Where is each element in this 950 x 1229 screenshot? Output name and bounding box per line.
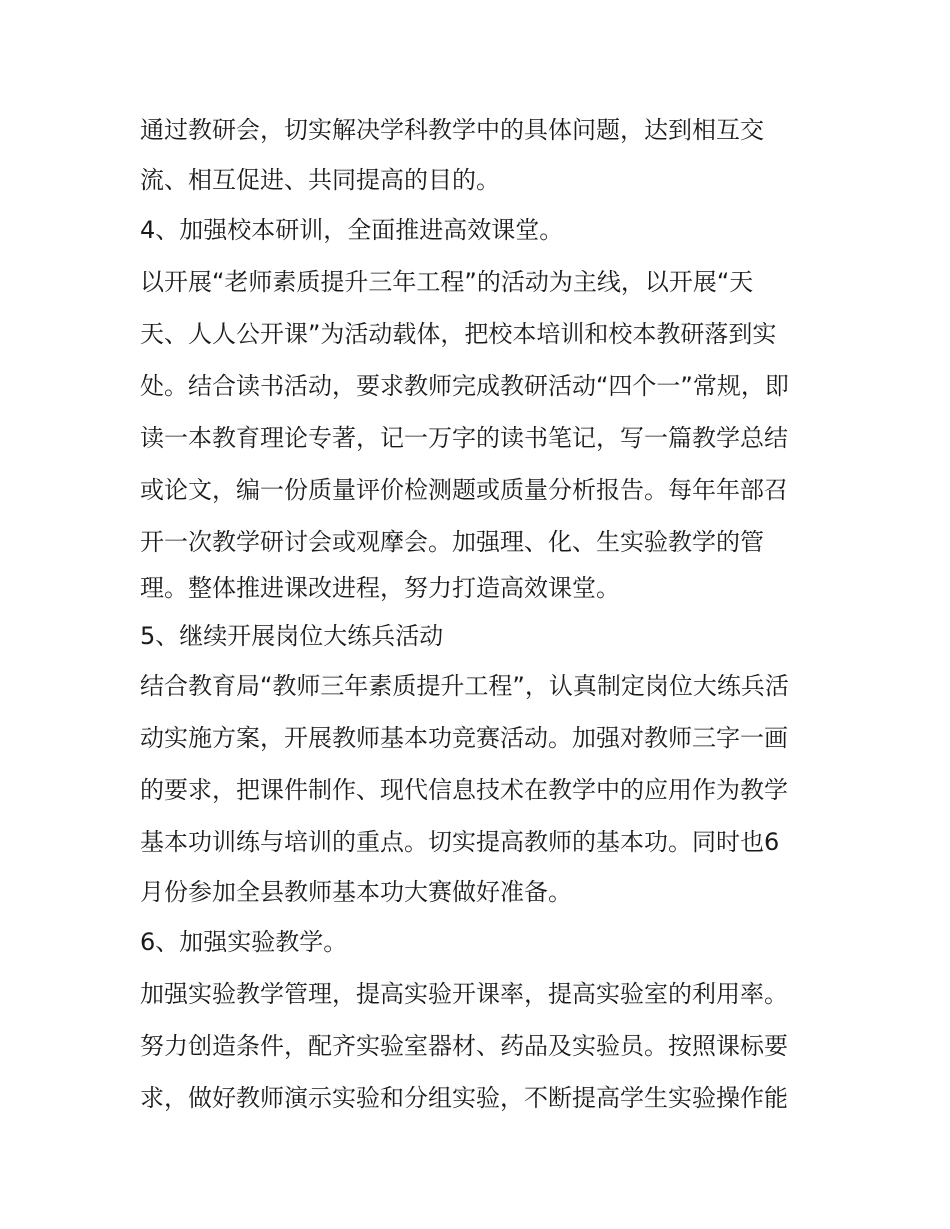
text-line: 结合教育局“教师三年素质提升工程”，认真制定岗位大练兵活: [140, 672, 789, 700]
text-line: 基本功训练与培训的重点。切实提高教师的基本功。同时也6: [140, 828, 780, 856]
text-line: 的要求，把课件制作、现代信息技术在教学中的应用作为教学: [140, 776, 788, 804]
text-line: 或论文，编一份质量评价检测题或质量分析报告。每年年部召: [140, 476, 788, 504]
text-line: 开一次教学研讨会或观摩会。加强理、化、生实验教学的管: [140, 528, 764, 556]
section-heading: 4、加强校本研训，全面推进高效课堂。: [140, 216, 564, 244]
section-heading: 5、继续开展岗位大练兵活动: [140, 622, 444, 650]
text-line: 天、人人公开课”为活动载体，把校本培训和校本教研落到实: [140, 320, 777, 348]
text-line: 读一本教育理论专著，记一万字的读书笔记，写一篇教学总结: [140, 424, 788, 452]
text-line: 以开展“老师素质提升三年工程”的活动为主线，以开展“天: [140, 268, 754, 296]
section-heading: 6、加强实验教学。: [140, 928, 348, 956]
text-line: 求，做好教师演示实验和分组实验，不断提高学生实验操作能: [140, 1084, 788, 1112]
text-line: 努力创造条件，配齐实验室器材、药品及实验员。按照课标要: [140, 1032, 788, 1060]
text-line: 理。整体推进课改进程，努力打造高效课堂。: [140, 574, 620, 602]
text-line: 动实施方案，开展教师基本功竞赛活动。加强对教师三字一画: [140, 724, 788, 752]
text-line: 流、相互促进、共同提高的目的。: [140, 166, 500, 194]
text-line: 加强实验教学管理，提高实验开课率，提高实验室的利用率。: [140, 980, 788, 1008]
text-line: 处。结合读书活动，要求教师完成教研活动“四个一”常规，即: [140, 372, 789, 400]
text-line: 通过教研会，切实解决学科教学中的具体问题，达到相互交: [140, 116, 764, 144]
text-line: 月份参加全县教师基本功大赛做好准备。: [140, 878, 572, 906]
